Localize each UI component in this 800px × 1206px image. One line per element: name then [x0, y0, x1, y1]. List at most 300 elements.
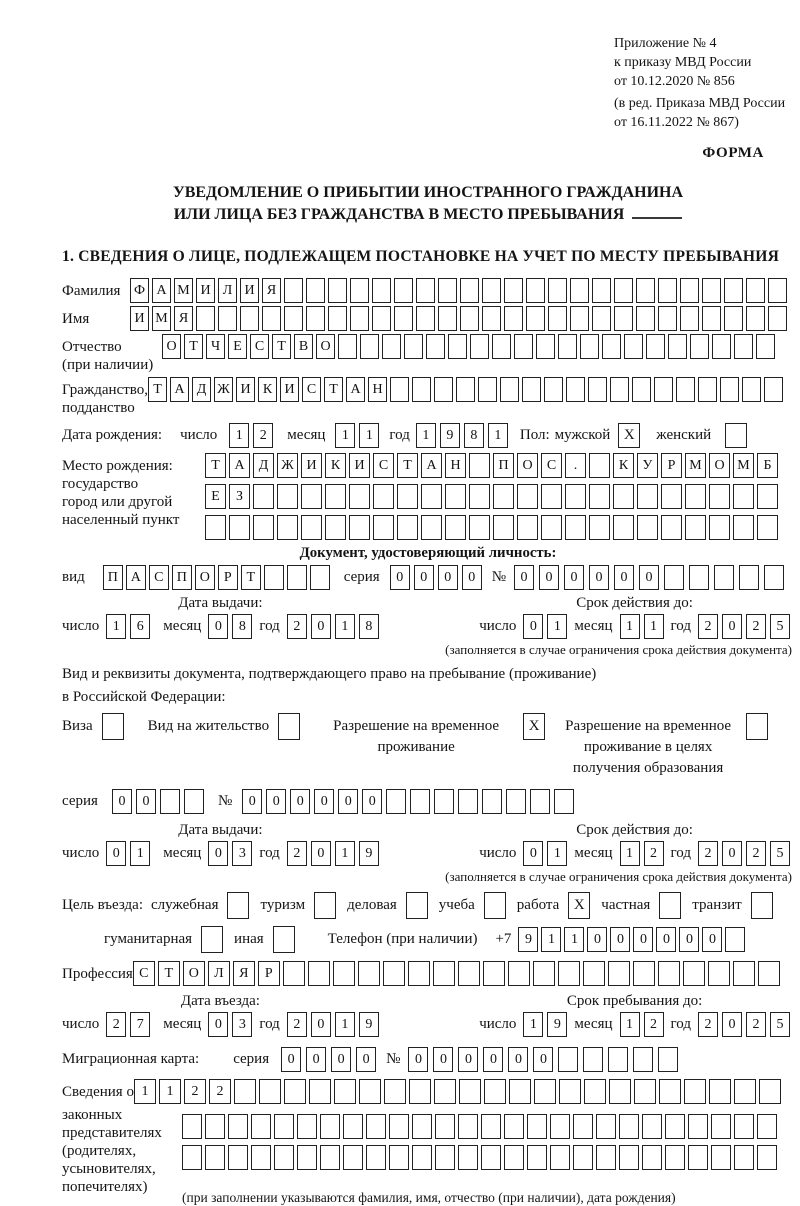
char-cell[interactable]: [619, 1145, 639, 1170]
char-cell[interactable]: [709, 484, 730, 509]
char-cell[interactable]: Е: [228, 334, 247, 359]
char-cell[interactable]: 0: [338, 789, 358, 814]
char-cell[interactable]: [482, 306, 501, 331]
char-cell[interactable]: О: [709, 453, 730, 478]
char-cell[interactable]: [733, 515, 754, 540]
char-cell[interactable]: [372, 278, 391, 303]
char-cell[interactable]: [382, 334, 401, 359]
char-cell[interactable]: [684, 1079, 706, 1104]
char-cell[interactable]: 2: [746, 614, 766, 639]
char-cell[interactable]: [734, 334, 753, 359]
char-cell[interactable]: Н: [445, 453, 466, 478]
char-cell[interactable]: [360, 334, 379, 359]
char-cell[interactable]: 9: [547, 1012, 567, 1037]
char-cell[interactable]: [350, 278, 369, 303]
char-cell[interactable]: 0: [722, 1012, 742, 1037]
char-cell[interactable]: [283, 961, 305, 986]
char-cell[interactable]: 0: [589, 565, 609, 590]
char-cell[interactable]: [583, 961, 605, 986]
char-cell[interactable]: [688, 1114, 708, 1139]
char-cell[interactable]: 0: [390, 565, 410, 590]
char-cell[interactable]: [565, 515, 586, 540]
char-cell[interactable]: [709, 1079, 731, 1104]
char-cell[interactable]: [438, 278, 457, 303]
char-cell[interactable]: [544, 377, 563, 402]
char-cell[interactable]: [492, 334, 511, 359]
char-cell[interactable]: 0: [702, 927, 722, 952]
char-cell[interactable]: [685, 484, 706, 509]
char-cell[interactable]: [746, 278, 765, 303]
char-cell[interactable]: [182, 1114, 202, 1139]
char-cell[interactable]: [708, 961, 730, 986]
char-cell[interactable]: [448, 334, 467, 359]
char-cell[interactable]: 0: [438, 565, 458, 590]
char-cell[interactable]: [558, 334, 577, 359]
char-cell[interactable]: Т: [184, 334, 203, 359]
char-cell[interactable]: А: [229, 453, 250, 478]
char-cell[interactable]: [343, 1145, 363, 1170]
char-cell[interactable]: Ж: [214, 377, 233, 402]
char-cell[interactable]: [758, 961, 780, 986]
char-cell[interactable]: [373, 484, 394, 509]
char-cell[interactable]: [664, 565, 684, 590]
char-cell[interactable]: [589, 484, 610, 509]
char-cell[interactable]: [642, 1114, 662, 1139]
char-cell[interactable]: [478, 377, 497, 402]
char-cell[interactable]: [527, 1114, 547, 1139]
sex-female-checkbox[interactable]: [725, 423, 747, 448]
char-cell[interactable]: 0: [414, 565, 434, 590]
purpose-work-checkbox[interactable]: X: [568, 892, 590, 919]
char-cell[interactable]: 2: [287, 1012, 307, 1037]
char-cell[interactable]: 0: [633, 927, 653, 952]
char-cell[interactable]: 1: [106, 614, 126, 639]
char-cell[interactable]: [228, 1114, 248, 1139]
char-cell[interactable]: 2: [746, 841, 766, 866]
char-cell[interactable]: [160, 789, 180, 814]
char-cell[interactable]: [661, 515, 682, 540]
char-cell[interactable]: 1: [523, 1012, 543, 1037]
char-cell[interactable]: Т: [324, 377, 343, 402]
char-cell[interactable]: [709, 515, 730, 540]
char-cell[interactable]: 0: [136, 789, 156, 814]
char-cell[interactable]: [373, 515, 394, 540]
sex-male-checkbox[interactable]: X: [618, 423, 640, 448]
char-cell[interactable]: [483, 961, 505, 986]
char-cell[interactable]: 2: [287, 614, 307, 639]
char-cell[interactable]: [445, 484, 466, 509]
char-cell[interactable]: [253, 515, 274, 540]
char-cell[interactable]: 2: [746, 1012, 766, 1037]
char-cell[interactable]: [349, 515, 370, 540]
char-cell[interactable]: [633, 1047, 653, 1072]
char-cell[interactable]: [588, 377, 607, 402]
char-cell[interactable]: [205, 515, 226, 540]
char-cell[interactable]: 0: [281, 1047, 301, 1072]
char-cell[interactable]: Ч: [206, 334, 225, 359]
char-cell[interactable]: [394, 306, 413, 331]
char-cell[interactable]: [504, 1145, 524, 1170]
char-cell[interactable]: В: [294, 334, 313, 359]
char-cell[interactable]: 0: [266, 789, 286, 814]
char-cell[interactable]: [306, 306, 325, 331]
char-cell[interactable]: [714, 565, 734, 590]
char-cell[interactable]: [359, 1079, 381, 1104]
char-cell[interactable]: А: [421, 453, 442, 478]
char-cell[interactable]: [328, 278, 347, 303]
char-cell[interactable]: [481, 1145, 501, 1170]
char-cell[interactable]: Т: [272, 334, 291, 359]
char-cell[interactable]: [610, 377, 629, 402]
char-cell[interactable]: К: [613, 453, 634, 478]
char-cell[interactable]: [284, 1079, 306, 1104]
char-cell[interactable]: 1: [335, 423, 355, 448]
char-cell[interactable]: [558, 1047, 578, 1072]
char-cell[interactable]: С: [133, 961, 155, 986]
char-cell[interactable]: [642, 1145, 662, 1170]
char-cell[interactable]: [481, 1114, 501, 1139]
char-cell[interactable]: [634, 1079, 656, 1104]
char-cell[interactable]: О: [195, 565, 215, 590]
char-cell[interactable]: К: [258, 377, 277, 402]
char-cell[interactable]: [646, 334, 665, 359]
char-cell[interactable]: 1: [335, 1012, 355, 1037]
char-cell[interactable]: Р: [218, 565, 238, 590]
char-cell[interactable]: 2: [106, 1012, 126, 1037]
char-cell[interactable]: 0: [679, 927, 699, 952]
purpose-humanitarian-checkbox[interactable]: [201, 926, 223, 953]
char-cell[interactable]: [536, 334, 555, 359]
char-cell[interactable]: А: [170, 377, 189, 402]
char-cell[interactable]: 3: [232, 1012, 252, 1037]
char-cell[interactable]: 1: [620, 1012, 640, 1037]
char-cell[interactable]: 8: [232, 614, 252, 639]
char-cell[interactable]: Ж: [277, 453, 298, 478]
char-cell[interactable]: [349, 484, 370, 509]
char-cell[interactable]: [608, 1047, 628, 1072]
char-cell[interactable]: [658, 1047, 678, 1072]
char-cell[interactable]: [338, 334, 357, 359]
char-cell[interactable]: 0: [362, 789, 382, 814]
char-cell[interactable]: [624, 334, 643, 359]
char-cell[interactable]: [589, 515, 610, 540]
char-cell[interactable]: [409, 1079, 431, 1104]
char-cell[interactable]: 5: [770, 1012, 790, 1037]
char-cell[interactable]: М: [174, 278, 193, 303]
char-cell[interactable]: 0: [311, 614, 331, 639]
char-cell[interactable]: [558, 961, 580, 986]
option-visa-checkbox[interactable]: [102, 713, 124, 740]
char-cell[interactable]: [734, 1145, 754, 1170]
char-cell[interactable]: П: [493, 453, 514, 478]
char-cell[interactable]: 0: [242, 789, 262, 814]
char-cell[interactable]: 6: [130, 614, 150, 639]
char-cell[interactable]: [229, 515, 250, 540]
char-cell[interactable]: [459, 1079, 481, 1104]
char-cell[interactable]: Т: [148, 377, 167, 402]
char-cell[interactable]: [636, 306, 655, 331]
char-cell[interactable]: [614, 278, 633, 303]
purpose-official-checkbox[interactable]: [227, 892, 249, 919]
char-cell[interactable]: С: [302, 377, 321, 402]
char-cell[interactable]: 0: [639, 565, 659, 590]
char-cell[interactable]: С: [250, 334, 269, 359]
char-cell[interactable]: 2: [209, 1079, 231, 1104]
char-cell[interactable]: [325, 484, 346, 509]
char-cell[interactable]: 1: [416, 423, 436, 448]
char-cell[interactable]: Б: [757, 453, 778, 478]
char-cell[interactable]: 0: [208, 841, 228, 866]
char-cell[interactable]: [589, 453, 610, 478]
char-cell[interactable]: [397, 484, 418, 509]
char-cell[interactable]: [613, 515, 634, 540]
char-cell[interactable]: [412, 1114, 432, 1139]
option-residence-permit-checkbox[interactable]: [278, 713, 300, 740]
char-cell[interactable]: [309, 1079, 331, 1104]
char-cell[interactable]: О: [316, 334, 335, 359]
char-cell[interactable]: И: [240, 278, 259, 303]
char-cell[interactable]: [768, 278, 787, 303]
char-cell[interactable]: [733, 961, 755, 986]
char-cell[interactable]: .: [565, 453, 586, 478]
char-cell[interactable]: Т: [205, 453, 226, 478]
char-cell[interactable]: [596, 1145, 616, 1170]
char-cell[interactable]: [548, 278, 567, 303]
char-cell[interactable]: [517, 515, 538, 540]
char-cell[interactable]: [301, 484, 322, 509]
char-cell[interactable]: [566, 377, 585, 402]
char-cell[interactable]: [550, 1114, 570, 1139]
char-cell[interactable]: М: [152, 306, 171, 331]
char-cell[interactable]: [493, 515, 514, 540]
char-cell[interactable]: [470, 334, 489, 359]
char-cell[interactable]: 0: [523, 841, 543, 866]
purpose-business-checkbox[interactable]: [406, 892, 428, 919]
char-cell[interactable]: 0: [106, 841, 126, 866]
char-cell[interactable]: [506, 789, 526, 814]
char-cell[interactable]: [262, 306, 281, 331]
char-cell[interactable]: 3: [232, 841, 252, 866]
char-cell[interactable]: [614, 306, 633, 331]
char-cell[interactable]: 1: [488, 423, 508, 448]
char-cell[interactable]: 1: [359, 423, 379, 448]
char-cell[interactable]: [456, 377, 475, 402]
char-cell[interactable]: [619, 1114, 639, 1139]
char-cell[interactable]: 9: [359, 1012, 379, 1037]
char-cell[interactable]: 0: [722, 614, 742, 639]
char-cell[interactable]: [613, 484, 634, 509]
char-cell[interactable]: 8: [464, 423, 484, 448]
char-cell[interactable]: 0: [433, 1047, 453, 1072]
char-cell[interactable]: [702, 306, 721, 331]
char-cell[interactable]: [724, 306, 743, 331]
char-cell[interactable]: 1: [620, 841, 640, 866]
char-cell[interactable]: А: [152, 278, 171, 303]
char-cell[interactable]: [277, 515, 298, 540]
char-cell[interactable]: 2: [253, 423, 273, 448]
char-cell[interactable]: [205, 1145, 225, 1170]
char-cell[interactable]: [366, 1145, 386, 1170]
char-cell[interactable]: 0: [290, 789, 310, 814]
char-cell[interactable]: 5: [770, 841, 790, 866]
char-cell[interactable]: [384, 1079, 406, 1104]
char-cell[interactable]: [541, 484, 562, 509]
char-cell[interactable]: [757, 1114, 777, 1139]
char-cell[interactable]: [504, 278, 523, 303]
char-cell[interactable]: [688, 1145, 708, 1170]
char-cell[interactable]: [320, 1114, 340, 1139]
char-cell[interactable]: [739, 565, 759, 590]
char-cell[interactable]: [527, 1145, 547, 1170]
char-cell[interactable]: З: [229, 484, 250, 509]
char-cell[interactable]: М: [733, 453, 754, 478]
char-cell[interactable]: 0: [539, 565, 559, 590]
purpose-study-checkbox[interactable]: [484, 892, 506, 919]
char-cell[interactable]: К: [325, 453, 346, 478]
char-cell[interactable]: Е: [205, 484, 226, 509]
char-cell[interactable]: [756, 334, 775, 359]
char-cell[interactable]: [720, 377, 739, 402]
char-cell[interactable]: 9: [440, 423, 460, 448]
char-cell[interactable]: Т: [241, 565, 261, 590]
char-cell[interactable]: [469, 484, 490, 509]
char-cell[interactable]: [301, 515, 322, 540]
char-cell[interactable]: Л: [218, 278, 237, 303]
char-cell[interactable]: [689, 565, 709, 590]
char-cell[interactable]: [308, 961, 330, 986]
char-cell[interactable]: [541, 515, 562, 540]
char-cell[interactable]: [637, 515, 658, 540]
char-cell[interactable]: [390, 377, 409, 402]
char-cell[interactable]: [592, 278, 611, 303]
char-cell[interactable]: 0: [311, 841, 331, 866]
char-cell[interactable]: [659, 1079, 681, 1104]
char-cell[interactable]: [343, 1114, 363, 1139]
char-cell[interactable]: [458, 961, 480, 986]
char-cell[interactable]: [416, 306, 435, 331]
char-cell[interactable]: 1: [134, 1079, 156, 1104]
char-cell[interactable]: [297, 1114, 317, 1139]
char-cell[interactable]: [565, 484, 586, 509]
char-cell[interactable]: 2: [644, 1012, 664, 1037]
char-cell[interactable]: [433, 961, 455, 986]
char-cell[interactable]: [412, 377, 431, 402]
char-cell[interactable]: [493, 484, 514, 509]
char-cell[interactable]: [530, 789, 550, 814]
char-cell[interactable]: [416, 278, 435, 303]
char-cell[interactable]: [434, 1079, 456, 1104]
char-cell[interactable]: [460, 278, 479, 303]
char-cell[interactable]: [764, 377, 783, 402]
char-cell[interactable]: [768, 306, 787, 331]
char-cell[interactable]: [676, 377, 695, 402]
char-cell[interactable]: 0: [356, 1047, 376, 1072]
char-cell[interactable]: [408, 961, 430, 986]
char-cell[interactable]: [251, 1114, 271, 1139]
char-cell[interactable]: И: [130, 306, 149, 331]
char-cell[interactable]: [259, 1079, 281, 1104]
char-cell[interactable]: [328, 306, 347, 331]
char-cell[interactable]: [504, 306, 523, 331]
char-cell[interactable]: [196, 306, 215, 331]
char-cell[interactable]: П: [172, 565, 192, 590]
char-cell[interactable]: [482, 278, 501, 303]
char-cell[interactable]: [702, 278, 721, 303]
char-cell[interactable]: [757, 484, 778, 509]
char-cell[interactable]: Ф: [130, 278, 149, 303]
char-cell[interactable]: [534, 1079, 556, 1104]
char-cell[interactable]: 2: [184, 1079, 206, 1104]
char-cell[interactable]: И: [280, 377, 299, 402]
char-cell[interactable]: [559, 1079, 581, 1104]
char-cell[interactable]: [284, 278, 303, 303]
char-cell[interactable]: [504, 1114, 524, 1139]
char-cell[interactable]: 0: [112, 789, 132, 814]
char-cell[interactable]: [184, 789, 204, 814]
char-cell[interactable]: 9: [518, 927, 538, 952]
char-cell[interactable]: 0: [462, 565, 482, 590]
char-cell[interactable]: 0: [614, 565, 634, 590]
char-cell[interactable]: О: [183, 961, 205, 986]
char-cell[interactable]: [389, 1145, 409, 1170]
char-cell[interactable]: [350, 306, 369, 331]
char-cell[interactable]: [734, 1114, 754, 1139]
char-cell[interactable]: [636, 278, 655, 303]
char-cell[interactable]: [205, 1114, 225, 1139]
char-cell[interactable]: [570, 306, 589, 331]
purpose-tourism-checkbox[interactable]: [314, 892, 336, 919]
char-cell[interactable]: И: [196, 278, 215, 303]
char-cell[interactable]: [661, 484, 682, 509]
char-cell[interactable]: С: [541, 453, 562, 478]
char-cell[interactable]: 0: [722, 841, 742, 866]
char-cell[interactable]: [742, 377, 761, 402]
char-cell[interactable]: О: [162, 334, 181, 359]
char-cell[interactable]: [274, 1114, 294, 1139]
char-cell[interactable]: [554, 789, 574, 814]
char-cell[interactable]: 0: [656, 927, 676, 952]
char-cell[interactable]: [602, 334, 621, 359]
char-cell[interactable]: [680, 306, 699, 331]
char-cell[interactable]: [218, 306, 237, 331]
char-cell[interactable]: 0: [306, 1047, 326, 1072]
char-cell[interactable]: 0: [208, 614, 228, 639]
char-cell[interactable]: [526, 306, 545, 331]
char-cell[interactable]: [240, 306, 259, 331]
char-cell[interactable]: 0: [483, 1047, 503, 1072]
char-cell[interactable]: [725, 927, 745, 952]
char-cell[interactable]: [410, 789, 430, 814]
char-cell[interactable]: 1: [130, 841, 150, 866]
char-cell[interactable]: [609, 1079, 631, 1104]
char-cell[interactable]: М: [685, 453, 706, 478]
char-cell[interactable]: 2: [698, 841, 718, 866]
char-cell[interactable]: 1: [335, 614, 355, 639]
char-cell[interactable]: Я: [233, 961, 255, 986]
char-cell[interactable]: Д: [253, 453, 274, 478]
char-cell[interactable]: 0: [610, 927, 630, 952]
char-cell[interactable]: 1: [620, 614, 640, 639]
char-cell[interactable]: [469, 453, 490, 478]
char-cell[interactable]: Р: [258, 961, 280, 986]
char-cell[interactable]: [445, 515, 466, 540]
char-cell[interactable]: [372, 306, 391, 331]
char-cell[interactable]: 7: [130, 1012, 150, 1037]
char-cell[interactable]: [596, 1114, 616, 1139]
char-cell[interactable]: [685, 515, 706, 540]
char-cell[interactable]: [421, 484, 442, 509]
char-cell[interactable]: Н: [368, 377, 387, 402]
